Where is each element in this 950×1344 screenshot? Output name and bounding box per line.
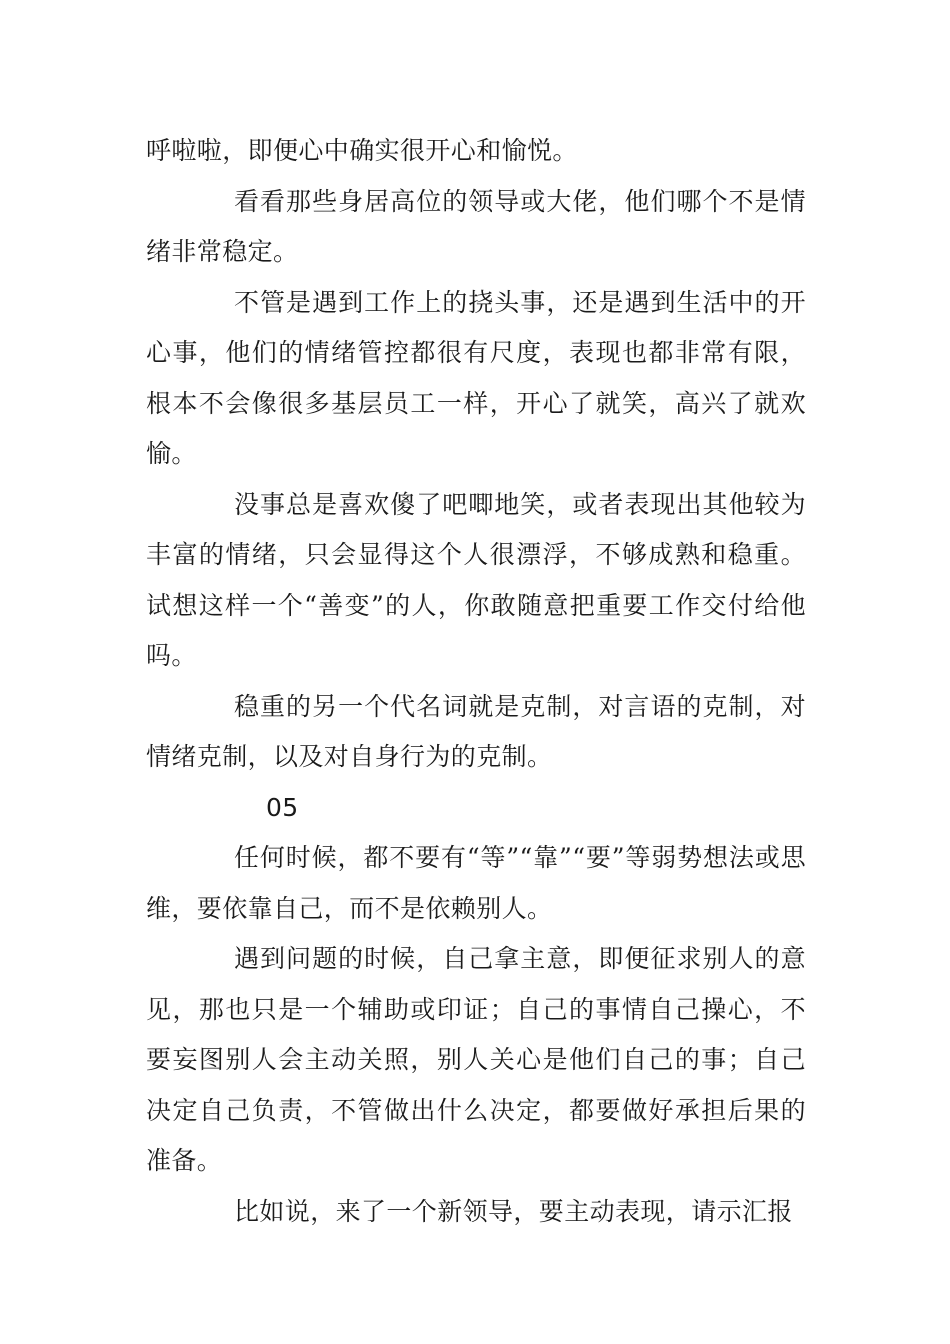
paragraph: 遇到问题的时候，自己拿主意，即便征求别人的意见，那也只是一个辅助或印证；自己的事情自己操心，不要妄图别人会主动关照，别人关心是他们自己的事；自己决定自己负责，不管做出什么决定，都要做好承担后果的准备。 (146, 944, 806, 1175)
paragraph: 稳重的另一个代名词就是克制，对言语的克制，对情绪克制，以及对自身行为的克制。 (146, 691, 806, 771)
paragraph-truncated: 比如说，来了一个新领导，要主动表现，请示汇报 (234, 1196, 793, 1226)
document-body (146, 126, 806, 1237)
paragraph: 看看那些身居高位的领导或大佬，他们哪个不是情绪非常稳定。 (146, 186, 806, 266)
paragraph-continued: 呼啦啦，即便心中确实很开心和愉悦。 (146, 136, 578, 165)
paragraph: 没事总是喜欢傻了吧唧地笑，或者表现出其他较为丰富的情绪，只会显得这个人很漂浮，不够成熟和稳重。试想这样一个“善变”的人，你敢随意把重要工作交付给他吗。 (146, 489, 806, 670)
paragraph: 任何时候，都不要有“等”“靠”“要”等弱势想法或思维，要依靠自己，而不是依赖别人。 (146, 843, 806, 923)
section-number: 05 (266, 792, 299, 822)
paragraph: 不管是遇到工作上的挠头事，还是遇到生活中的开心事，他们的情绪管控都很有尺度，表现也都非常有限，根本不会像很多基层员工一样，开心了就笑，高兴了就欢愉。 (146, 287, 806, 468)
